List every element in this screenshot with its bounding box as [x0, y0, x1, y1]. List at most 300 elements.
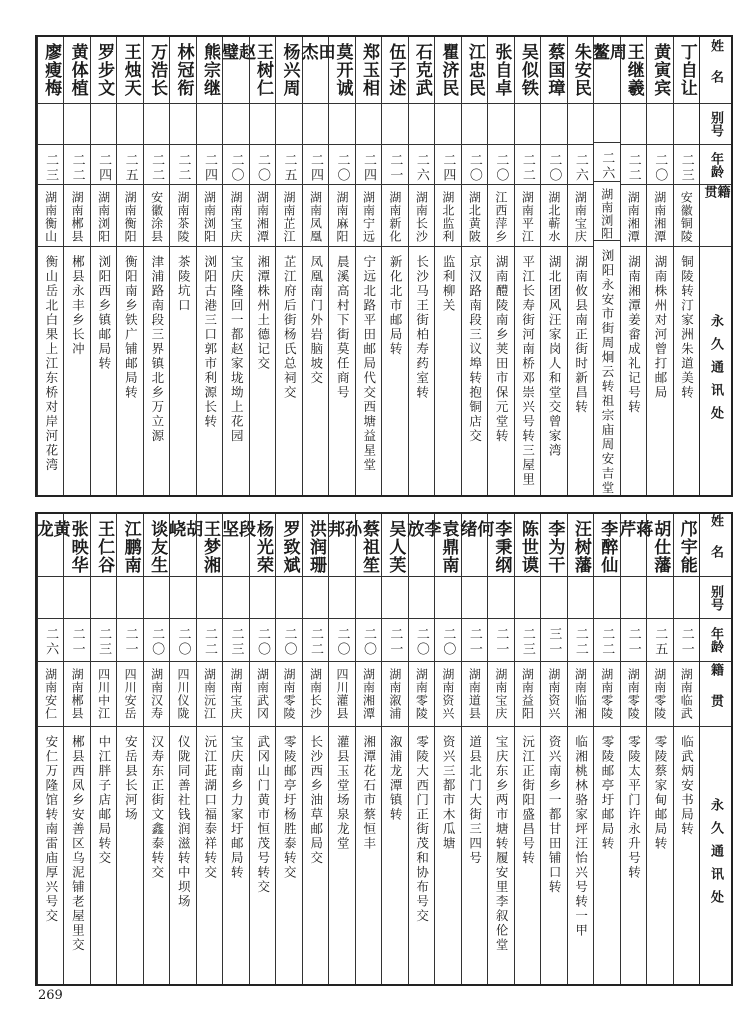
name-cell — [541, 514, 566, 577]
address-value: 京汉路南段三议埠转抱铜店交 — [467, 255, 483, 444]
alias-cell — [197, 577, 222, 619]
native-value: 四川安岳 — [123, 668, 138, 720]
age-cell — [144, 619, 169, 662]
native-cell — [462, 185, 487, 247]
address-cell — [329, 247, 354, 495]
header-address — [700, 247, 731, 495]
native-value: 湖南零陵 — [652, 668, 667, 720]
native-cell — [329, 185, 354, 247]
native-cell — [541, 662, 566, 727]
alias-cell — [223, 577, 248, 619]
table-row — [328, 37, 354, 495]
table-row — [620, 37, 646, 495]
name-cell — [170, 37, 195, 104]
table-row — [646, 37, 672, 495]
address-value: 资兴南乡一都甘田铺口转 — [547, 735, 563, 895]
age-cell — [250, 619, 275, 662]
name-value: 王继羲 — [623, 43, 644, 97]
alias-cell — [303, 104, 328, 145]
address-value: 沅江正街阳盛昌号转 — [520, 735, 536, 866]
page-number: 269 — [38, 988, 63, 1003]
alias-cell — [356, 104, 381, 145]
name-cell — [250, 37, 275, 104]
native-cell — [568, 185, 593, 247]
age-value: 二三 — [228, 627, 244, 657]
name-value: 丁自让 — [676, 43, 697, 97]
native-value: 湖南宝庆 — [229, 191, 244, 243]
address-cell — [91, 727, 116, 984]
name-value: 熊宗继 — [200, 43, 221, 97]
name-value: 罗步文 — [94, 43, 115, 97]
address-value: 浏阳古港三口郭市利源长转 — [202, 255, 218, 429]
name-cell — [64, 37, 89, 104]
native-value: 湖南湘潭 — [626, 191, 641, 243]
table-row — [37, 37, 63, 495]
header-age — [700, 145, 731, 185]
address-cell — [38, 727, 63, 984]
name-value: 田杰 — [297, 43, 335, 76]
table-row — [196, 37, 222, 495]
name-value: 郑玉相 — [358, 43, 379, 97]
age-value: 二二 — [307, 627, 323, 657]
native-cell — [462, 662, 487, 727]
table-row — [143, 514, 169, 984]
age-cell — [170, 619, 195, 662]
age-cell — [382, 619, 407, 662]
name-value: 陈世谟 — [517, 520, 538, 574]
age-cell — [38, 145, 63, 185]
address-value: 道县北门大街三四号 — [467, 735, 483, 866]
native-value: 湖南溆浦 — [387, 668, 402, 720]
alias-cell — [170, 104, 195, 145]
header-age-label: 年龄 — [708, 627, 723, 653]
header-age-label: 年龄 — [708, 151, 723, 178]
address-value: 衡山岳北白果上江东桥对岸河花湾 — [43, 255, 59, 473]
age-value: 二二 — [519, 153, 535, 183]
address-value: 沅江茈湖口福泰祥转交 — [202, 735, 218, 880]
alias-cell — [38, 104, 63, 145]
address-value: 安仁万隆馆转南雷庙厚兴号交 — [43, 735, 59, 924]
table-row — [408, 37, 434, 495]
native-value: 湖南宝庆 — [229, 668, 244, 720]
address-cell — [382, 247, 407, 495]
native-cell — [515, 662, 540, 727]
address-value: 汉寿东正街文鑫泰转交 — [149, 735, 165, 880]
native-value: 湖南宝庆 — [573, 191, 588, 243]
native-cell — [250, 185, 275, 247]
header-native — [700, 662, 731, 727]
header-alias — [700, 577, 731, 619]
age-value: 二五 — [122, 153, 138, 183]
table-row — [63, 514, 89, 984]
alias-cell — [223, 104, 248, 145]
native-cell — [91, 662, 116, 727]
native-cell — [64, 662, 89, 727]
age-cell — [91, 619, 116, 662]
native-cell — [568, 662, 593, 727]
native-value: 湖南宝庆 — [493, 668, 508, 720]
name-value: 孙邦 — [323, 520, 361, 553]
age-value: 二三 — [96, 627, 112, 657]
table-row — [514, 514, 540, 984]
name-value: 胡峣 — [165, 520, 203, 553]
address-cell — [117, 727, 142, 984]
alias-cell — [409, 577, 434, 619]
alias-cell — [329, 104, 354, 145]
alias-cell — [594, 104, 619, 143]
table-row — [355, 37, 381, 495]
native-value: 安徽涂县 — [149, 191, 164, 243]
native-value: 湖南益阳 — [520, 668, 535, 720]
native-cell — [435, 185, 460, 247]
age-cell — [382, 145, 407, 185]
native-value: 湖南芷江 — [281, 191, 296, 243]
native-value: 湖南长沙 — [308, 668, 323, 720]
header-alias-label: 别号 — [708, 111, 723, 137]
native-value: 湖南浏阳 — [599, 187, 614, 240]
table-row — [116, 514, 142, 984]
table-row — [588, 37, 626, 495]
name-cell — [165, 514, 203, 577]
alias-cell — [594, 577, 619, 619]
native-value: 湖南武冈 — [255, 668, 270, 720]
native-cell — [382, 185, 407, 247]
table-row — [218, 514, 256, 984]
name-cell — [674, 514, 699, 577]
address-value: 宝庆隆回一都赵家垅坳上花园 — [229, 255, 245, 444]
address-cell — [329, 727, 354, 984]
alias-cell — [64, 104, 89, 145]
address-cell — [144, 247, 169, 495]
address-cell — [356, 247, 381, 495]
address-value: 茶陵坑口 — [176, 255, 192, 313]
age-value: 二四 — [360, 153, 376, 183]
native-cell — [488, 662, 513, 727]
table-row — [90, 37, 116, 495]
age-cell — [223, 619, 248, 662]
age-cell — [117, 619, 142, 662]
age-value: 二〇 — [546, 153, 562, 183]
age-cell — [594, 143, 619, 182]
address-cell — [647, 247, 672, 495]
name-cell — [456, 514, 494, 577]
age-value: 二〇 — [255, 627, 270, 657]
name-value: 谈友生 — [147, 520, 168, 574]
alias-cell — [144, 104, 169, 145]
address-value: 芷江府后街杨氏总祠交 — [282, 255, 298, 400]
address-cell — [594, 241, 619, 496]
name-cell — [64, 514, 89, 577]
name-value: 李秉纲 — [491, 520, 512, 574]
native-value: 湖南零陵 — [281, 668, 296, 720]
header-address-label: 永久通讯处 — [708, 313, 723, 429]
native-value: 湖南宁远 — [361, 191, 376, 243]
native-value: 湖南资兴 — [440, 668, 455, 720]
age-cell — [621, 619, 646, 662]
name-cell — [276, 514, 301, 577]
name-cell — [621, 37, 646, 104]
alias-cell — [488, 577, 513, 619]
address-value: 零陵大西门正街茂和协布号交 — [414, 735, 430, 924]
address-cell — [462, 247, 487, 495]
address-value: 新化北市邮局转 — [388, 255, 404, 357]
address-cell — [515, 727, 540, 984]
address-cell — [621, 727, 646, 984]
age-cell — [568, 619, 593, 662]
header-native-label: 籍贯 — [701, 185, 730, 216]
native-value: 四川灌县 — [334, 668, 349, 720]
address-value: 湖南株州对河曾打邮局 — [653, 255, 669, 400]
name-cell — [38, 37, 63, 104]
age-cell — [462, 619, 487, 662]
native-value: 湖南平江 — [520, 191, 535, 243]
name-value: 蔡祖笙 — [358, 520, 379, 574]
address-cell — [250, 247, 275, 495]
age-cell — [647, 145, 672, 185]
table-row — [302, 514, 328, 984]
address-cell — [91, 247, 116, 495]
age-value: 二四 — [307, 153, 323, 183]
age-value: 二三 — [43, 153, 59, 183]
alias-cell — [117, 577, 142, 619]
native-value: 湖北监利 — [440, 191, 455, 243]
address-cell — [250, 727, 275, 984]
native-value: 湖南郴县 — [70, 668, 85, 720]
roster-table-bottom — [32, 512, 733, 986]
age-value: 二二 — [149, 153, 165, 183]
native-cell — [435, 662, 460, 727]
native-cell — [250, 662, 275, 727]
table-row — [456, 514, 494, 984]
age-value: 二〇 — [228, 153, 244, 183]
age-value: 二六 — [599, 150, 615, 181]
alias-cell — [435, 104, 460, 145]
native-cell — [117, 185, 142, 247]
age-value: 二六 — [572, 153, 588, 183]
table-row — [461, 37, 487, 495]
age-value: 二二 — [202, 627, 218, 657]
name-cell — [515, 37, 540, 104]
address-cell — [64, 247, 89, 495]
address-cell — [382, 727, 407, 984]
address-cell — [409, 727, 434, 984]
alias-cell — [647, 577, 672, 619]
name-value: 黄寅宾 — [650, 43, 671, 97]
name-cell — [647, 514, 672, 577]
age-value: 二二 — [625, 153, 641, 183]
native-value: 湖南浏阳 — [96, 191, 111, 243]
alias-cell — [303, 577, 328, 619]
table-row — [90, 514, 116, 984]
address-cell — [435, 247, 460, 495]
address-cell — [621, 247, 646, 495]
name-value: 李放 — [403, 520, 441, 553]
address-value: 津浦路南段三界镇北乡万立源 — [149, 255, 165, 444]
age-cell — [197, 145, 222, 185]
address-cell — [568, 727, 593, 984]
address-value: 资兴三都市木瓜塘 — [441, 735, 457, 851]
native-cell — [409, 662, 434, 727]
table-row — [63, 37, 89, 495]
name-cell — [615, 514, 653, 577]
address-cell — [276, 247, 301, 495]
table-row — [165, 514, 203, 984]
age-value: 二一 — [387, 153, 403, 183]
address-cell — [488, 727, 513, 984]
native-cell — [276, 185, 301, 247]
age-cell — [515, 145, 540, 185]
age-value: 三一 — [546, 627, 562, 657]
native-cell — [91, 185, 116, 247]
table-row — [381, 514, 407, 984]
age-cell — [568, 145, 593, 185]
address-cell — [170, 727, 195, 984]
roster-table-top — [35, 35, 733, 497]
age-value: 二三 — [678, 153, 694, 183]
native-cell — [303, 185, 328, 247]
native-cell — [38, 662, 63, 727]
table-row — [297, 37, 335, 495]
address-cell — [38, 247, 63, 495]
native-value: 湖南沅江 — [202, 668, 217, 720]
address-value: 晨溪高村下街莫任商号 — [335, 255, 351, 400]
name-cell — [323, 514, 361, 577]
name-value: 何绪 — [456, 520, 494, 553]
native-cell — [223, 662, 248, 727]
name-value: 王烛天 — [120, 43, 141, 97]
age-cell — [223, 145, 248, 185]
age-value: 二二 — [599, 627, 615, 657]
name-value: 罗致斌 — [279, 520, 300, 574]
name-value: 洪润珊 — [305, 520, 326, 574]
native-value: 江西萍乡 — [493, 191, 508, 243]
address-cell — [541, 727, 566, 984]
name-value: 胡仕藩 — [650, 520, 671, 574]
alias-cell — [64, 577, 89, 619]
name-value: 万浩长 — [147, 43, 168, 97]
age-cell — [117, 145, 142, 185]
age-cell — [64, 619, 89, 662]
table-row — [323, 514, 361, 984]
native-cell — [329, 662, 354, 727]
name-cell — [250, 514, 275, 577]
table-row — [567, 514, 593, 984]
native-cell — [621, 185, 646, 247]
address-value: 湖南湘潭姜畲成礼记号转 — [626, 255, 642, 415]
alias-cell — [197, 104, 222, 145]
age-value: 二四 — [96, 153, 112, 183]
native-cell — [197, 185, 222, 247]
name-value: 李醉仙 — [597, 520, 618, 574]
header-alias — [700, 104, 731, 145]
alias-cell — [38, 577, 63, 619]
table-row — [434, 37, 460, 495]
address-value: 湖北团风汪家岗人和堂交曾家湾 — [547, 255, 563, 458]
address-value: 平江长寿街河南桥邓崇兴号转三屋里 — [520, 255, 536, 487]
native-value: 湖南湘潭 — [652, 191, 667, 243]
age-cell — [488, 145, 513, 185]
age-value: 二〇 — [334, 627, 350, 657]
header-name — [700, 514, 731, 577]
name-cell — [403, 514, 441, 577]
alias-cell — [435, 577, 460, 619]
name-cell — [356, 514, 381, 577]
table-row — [275, 37, 301, 495]
header-alias-label: 别号 — [708, 584, 723, 611]
age-cell — [621, 145, 646, 185]
address-cell — [197, 247, 222, 495]
name-value: 张映华 — [67, 520, 88, 574]
alias-cell — [462, 577, 487, 619]
header-age — [700, 619, 731, 662]
address-cell — [568, 247, 593, 495]
age-cell — [329, 145, 354, 185]
age-cell — [170, 145, 195, 185]
name-cell — [674, 37, 699, 104]
address-cell — [303, 727, 328, 984]
age-cell — [356, 145, 381, 185]
alias-cell — [409, 104, 434, 145]
address-value: 零陵邮亭圩邮局转 — [600, 735, 616, 851]
address-value: 宁远北路平田邮局代交西塘益星堂 — [361, 255, 377, 473]
table-row — [249, 37, 275, 495]
name-value: 周鳌 — [588, 43, 626, 76]
address-value: 长沙马王街柏寿药室转 — [414, 255, 430, 400]
header-name-label: 姓名 — [708, 39, 723, 101]
name-cell — [382, 37, 407, 104]
address-cell — [462, 727, 487, 984]
native-value: 湖南道县 — [467, 668, 482, 720]
age-value: 二〇 — [466, 153, 482, 183]
name-cell — [144, 37, 169, 104]
age-value: 二五 — [281, 153, 297, 183]
header-native-label: 籍贯 — [708, 663, 723, 725]
native-value: 湖南湘潭 — [361, 668, 376, 720]
name-value: 蔡国璋 — [544, 43, 565, 97]
name-cell — [435, 37, 460, 104]
alias-cell — [382, 104, 407, 145]
address-value: 宝庆南乡力家圩邮局转 — [229, 735, 245, 880]
address-value: 灌县玉堂场泉龙堂 — [335, 735, 351, 851]
address-cell — [541, 247, 566, 495]
age-cell — [64, 145, 89, 185]
alias-cell — [91, 104, 116, 145]
native-cell — [674, 185, 699, 247]
name-value: 吴人芙 — [385, 520, 406, 574]
table-row — [514, 37, 540, 495]
name-value: 赵璧 — [218, 43, 256, 76]
table-row — [673, 514, 699, 984]
name-value: 蒋芹 — [615, 520, 653, 553]
age-cell — [144, 145, 169, 185]
name-cell — [541, 37, 566, 104]
table-row — [540, 37, 566, 495]
native-cell — [170, 185, 195, 247]
native-cell — [647, 662, 672, 727]
table-row — [487, 37, 513, 495]
name-value: 廖瘦梅 — [41, 43, 62, 97]
name-cell — [588, 37, 626, 104]
native-value: 湖南零陵 — [626, 668, 641, 720]
name-cell — [462, 37, 487, 104]
age-cell — [303, 619, 328, 662]
name-value: 林冠衔 — [173, 43, 194, 97]
address-cell — [64, 727, 89, 984]
native-value: 湖南凤凰 — [308, 191, 323, 243]
alias-cell — [276, 104, 301, 145]
header-address — [700, 727, 731, 984]
header-name — [700, 37, 731, 104]
